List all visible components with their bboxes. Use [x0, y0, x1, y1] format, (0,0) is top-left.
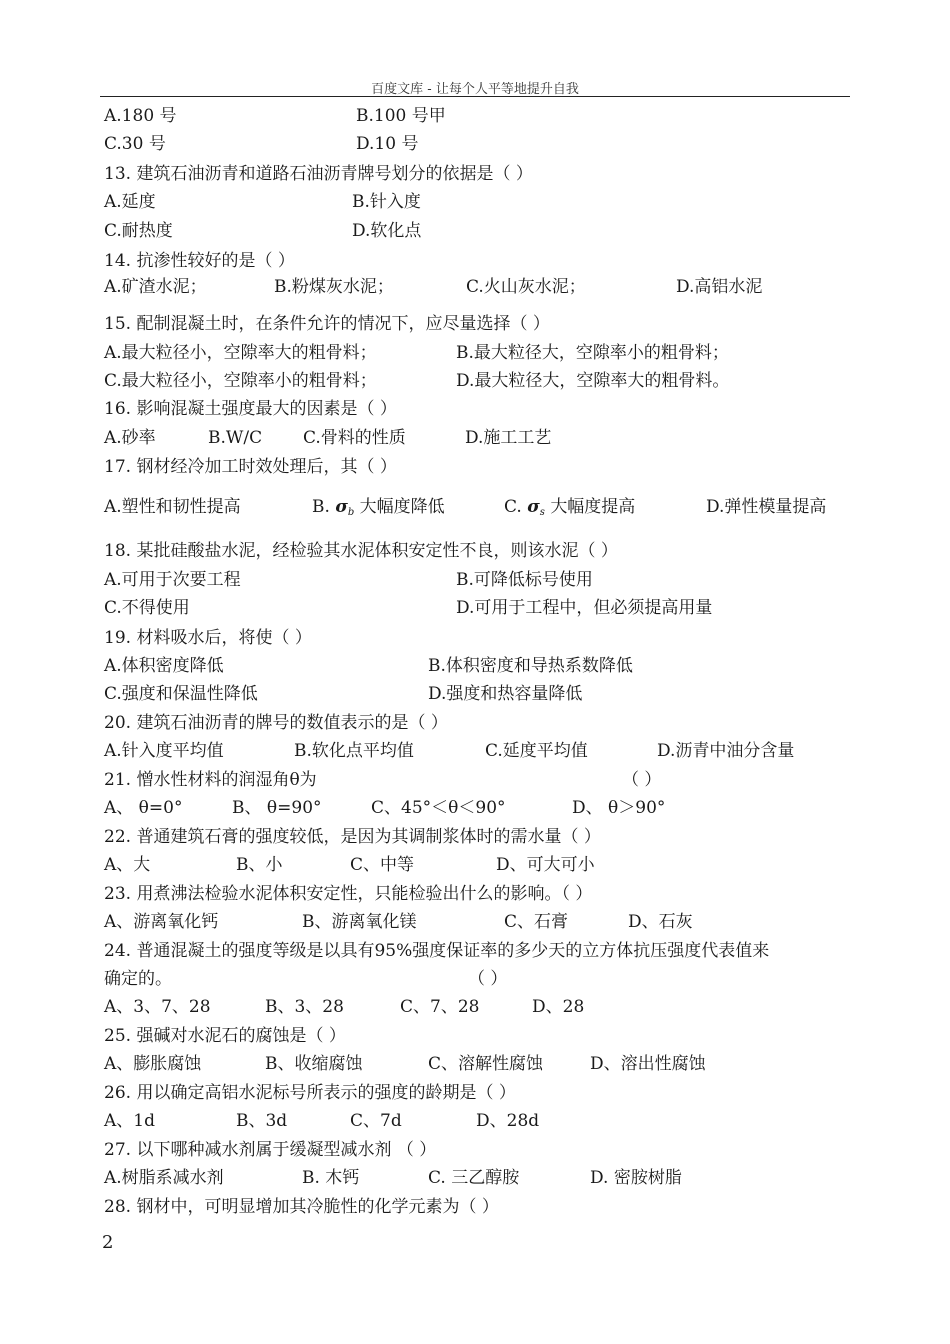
question-text: 21. 憎水性材料的润湿角θ为	[104, 770, 317, 790]
subscript-b: b	[347, 507, 355, 518]
option-text: A、 θ=0°	[104, 798, 183, 818]
option-text: A.砂率	[104, 428, 156, 448]
question-text: 17. 钢材经冷加工时效处理后，其（ ）	[104, 457, 397, 477]
option-cell	[706, 496, 826, 518]
option-text: C、溶解性腐蚀	[428, 1054, 544, 1074]
option-text: C、石膏	[504, 912, 569, 932]
question-text: 22. 普通建筑石膏的强度较低，是因为其调制浆体时的需水量（ ）	[104, 827, 601, 847]
option-text: A.矿渣水泥；	[104, 277, 207, 297]
option-text: C、45°＜θ＜90°	[371, 798, 506, 818]
sigma-symbol: σ	[527, 497, 540, 517]
option-cell	[504, 496, 635, 524]
option-text: C.延度平均值	[485, 741, 588, 761]
option-text: B、3、28	[265, 997, 344, 1017]
option-text: 确定的。	[104, 969, 172, 989]
question-text: 24. 普通混凝土的强度等级是以具有95%强度保证率的多少天的立方体抗压强度代表值来	[104, 941, 770, 961]
question-text: 28. 钢材中，可明显增加其冷脆性的化学元素为（ ）	[104, 1197, 499, 1217]
option-prefix: B.	[312, 497, 330, 517]
option-text: A、大	[104, 855, 151, 875]
option-text: D.沥青中油分含量	[657, 741, 795, 761]
option-text: C.骨料的性质	[303, 428, 406, 448]
option-text: B、3d	[236, 1111, 288, 1131]
option-text: A.180 号	[104, 106, 177, 126]
question-text: 26. 用以确定高铝水泥标号所表示的强度的龄期是（ ）	[104, 1083, 516, 1103]
question-text: 14. 抗渗性较好的是（ ）	[104, 251, 295, 271]
question-text: 25. 强碱对水泥石的腐蚀是（ ）	[104, 1026, 346, 1046]
question-text: 18. 某批硅酸盐水泥，经检验其水泥体积安定性不良，则该水泥（ ）	[104, 541, 618, 561]
option-text: D.可用于工程中，但必须提高用量	[456, 598, 713, 618]
option-text: B、小	[236, 855, 283, 875]
option-text: 大幅度提高	[550, 497, 636, 517]
option-text: C.最大粒径小，空隙率小的粗骨料；	[104, 371, 377, 391]
question-text: 16. 影响混凝土强度最大的因素是（ ）	[104, 399, 397, 419]
option-text: D、28	[532, 997, 585, 1017]
sigma-symbol: σ	[335, 497, 348, 517]
option-text: A、游离氧化钙	[104, 912, 219, 932]
header-rule	[100, 96, 850, 97]
option-text: A.延度	[104, 192, 156, 212]
option-text: D、28d	[476, 1111, 540, 1131]
option-text: B.100 号甲	[356, 106, 446, 126]
option-text: D、石灰	[628, 912, 693, 932]
option-text: B.W/C	[208, 428, 263, 448]
option-text: A、1d	[104, 1111, 155, 1131]
option-text: A.体积密度降低	[104, 656, 224, 676]
question-text: 23. 用煮沸法检验水泥体积安定性，只能检验出什么的影响。（ ）	[104, 884, 593, 904]
option-text: B、游离氧化镁	[302, 912, 417, 932]
subscript-s: s	[539, 507, 545, 518]
option-text: B.针入度	[352, 192, 421, 212]
option-text: D、可大可小	[496, 855, 595, 875]
option-text: D.施工工艺	[465, 428, 552, 448]
option-text: D.软化点	[352, 221, 422, 241]
option-text: B.可降低标号使用	[456, 570, 593, 590]
option-text: B.粉煤灰水泥；	[274, 277, 394, 297]
option-text: C.不得使用	[104, 598, 190, 618]
option-text: A.塑性和韧性提高	[104, 497, 241, 517]
option-text: B.体积密度和导热系数降低	[428, 656, 633, 676]
option-cell	[104, 496, 241, 518]
question-text: 13. 建筑石油沥青和道路石油沥青牌号划分的依据是（ ）	[104, 164, 533, 184]
question-text: 27. 以下哪种减水剂属于缓凝型减水剂 （ ）	[104, 1140, 437, 1160]
option-text: C. 三乙醇胺	[428, 1168, 520, 1188]
question-text: 15. 配制混凝土时，在条件允许的情况下，应尽量选择（ ）	[104, 314, 550, 334]
option-text: C.耐热度	[104, 221, 173, 241]
option-text: A.树脂系减水剂	[104, 1168, 224, 1188]
option-text: C、7d	[350, 1111, 402, 1131]
option-text: A、3、7、28	[104, 997, 211, 1017]
option-text: D.强度和热容量降低	[428, 684, 583, 704]
option-text: （ ）	[468, 969, 508, 989]
question-text: 19. 材料吸水后，将使（ ）	[104, 628, 312, 648]
option-text: A.针入度平均值	[104, 741, 224, 761]
option-text: A.可用于次要工程	[104, 570, 241, 590]
option-text: B.软化点平均值	[294, 741, 414, 761]
option-prefix: C.	[504, 497, 522, 517]
option-cell	[312, 496, 445, 524]
option-text: 大幅度降低	[359, 497, 445, 517]
option-text: B.最大粒径大，空隙率小的粗骨料；	[456, 343, 729, 363]
option-text: B、收缩腐蚀	[265, 1054, 363, 1074]
option-text: B、 θ=90°	[232, 798, 322, 818]
option-text: B. 木钙	[302, 1168, 360, 1188]
option-text: A.最大粒径小，空隙率大的粗骨料；	[104, 343, 377, 363]
option-text: C.火山灰水泥；	[466, 277, 586, 297]
page-header: 百度文库 - 让每个人平等地提升自我	[371, 82, 579, 97]
option-text: （ ）	[622, 770, 662, 790]
option-text: D、溶出性腐蚀	[590, 1054, 706, 1074]
option-text: A、膨胀腐蚀	[104, 1054, 202, 1074]
option-text: D.高铝水泥	[676, 277, 763, 297]
question-text: 20. 建筑石油沥青的牌号的数值表示的是（ ）	[104, 713, 448, 733]
option-text: C.强度和保温性降低	[104, 684, 258, 704]
option-text: D、 θ＞90°	[572, 798, 666, 818]
option-text: D.弹性模量提高	[706, 497, 827, 517]
option-text: D.最大粒径大，空隙率大的粗骨料。	[456, 371, 730, 391]
option-text: D. 密胺树脂	[590, 1168, 682, 1188]
option-text: C、中等	[350, 855, 415, 875]
option-text: C、7、28	[400, 997, 480, 1017]
option-text: C.30 号	[104, 134, 166, 154]
page-number: 2	[102, 1232, 114, 1253]
option-text: D.10 号	[356, 134, 419, 154]
